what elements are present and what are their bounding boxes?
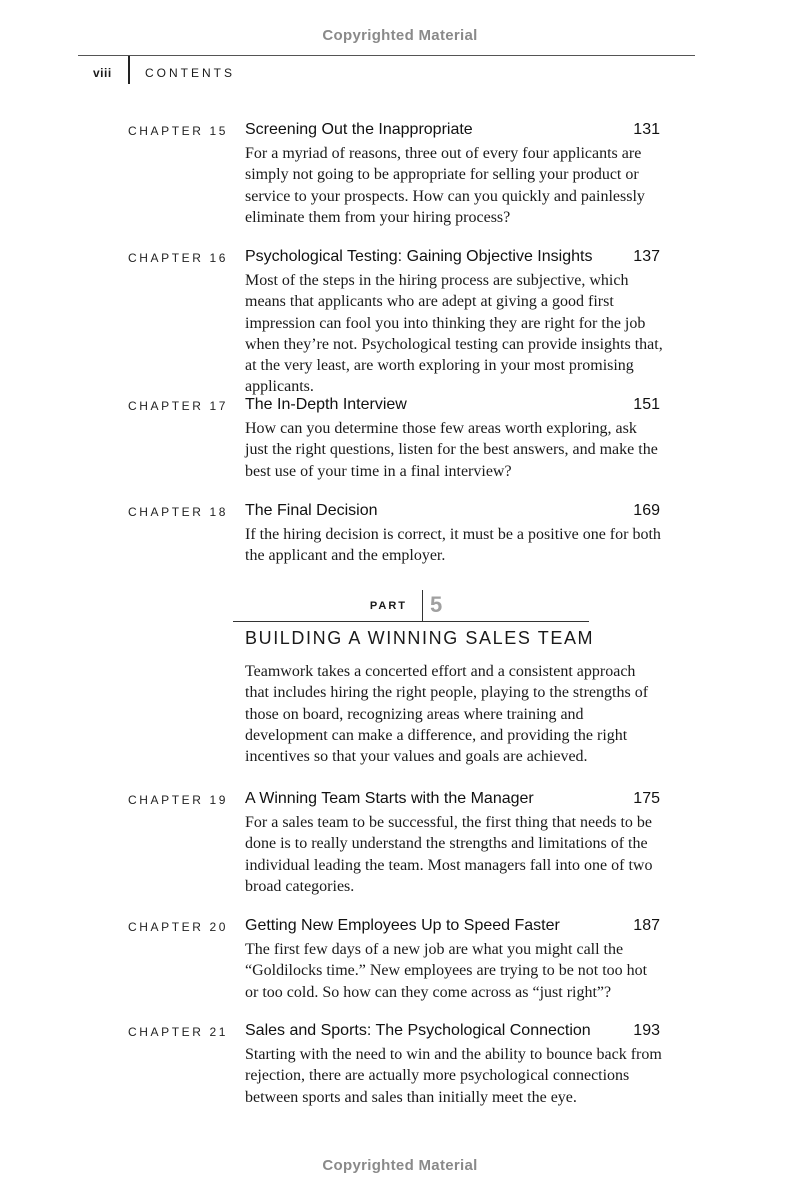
chapter-label: CHAPTER 16 — [128, 251, 229, 265]
running-head: CONTENTS — [145, 66, 235, 80]
chapter-page-number: 175 — [633, 790, 660, 807]
chapter-label: CHAPTER 20 — [128, 920, 229, 934]
chapter-label: CHAPTER 17 — [128, 399, 229, 413]
chapter-description: How can you determine those few areas worth exploring, ask just the right questions, listen for the best answers, and make the best use of your time in a final interview? — [245, 420, 658, 480]
chapter-label: CHAPTER 15 — [128, 124, 229, 138]
chapter-label: CHAPTER 19 — [128, 793, 229, 807]
part-rule — [233, 621, 589, 622]
part-title: BUILDING A WINNING SALES TEAM — [245, 628, 595, 648]
chapter-title: The Final Decision — [245, 502, 378, 519]
watermark-bottom: Copyrighted Material — [322, 1157, 478, 1174]
folio: viii — [93, 66, 112, 80]
chapter-page-number: 151 — [633, 396, 660, 413]
chapter-label: CHAPTER 18 — [128, 505, 229, 519]
part-description: Teamwork takes a concerted effort and a consistent approach that includes hiring the right people, playing to the strengths of those on board, recognizing areas where training and development can make a difference, and providing the right incentives so that your values and goals are achieved. — [245, 663, 649, 766]
chapter-title: Psychological Testing: Gaining Objective Insights — [245, 248, 593, 265]
chapter-page-number: 187 — [633, 917, 660, 934]
chapter-page-number: 131 — [633, 121, 660, 138]
part-divider — [422, 590, 423, 622]
chapter-title: Getting New Employees Up to Speed Faster — [245, 917, 560, 934]
chapter-title: Sales and Sports: The Psychological Connection — [245, 1022, 591, 1039]
chapter-description: The first few days of a new job are what you might call the “Goldilocks time.” New employees are trying to be not too hot or too cold. So how can they come across as “just right”? — [245, 941, 648, 1001]
chapter-description: Most of the steps in the hiring process are subjective, which means that applicants who are adept at giving a good first impression can fool you into thinking they are right for the job when they’re not. Psychological testing can provide insights that, at the very least, are worth exploring in your most promising applicants. — [245, 272, 663, 396]
chapter-description: If the hiring decision is correct, it must be a positive one for both the applicant and the employer. — [245, 526, 661, 565]
chapter-title: The In-Depth Interview — [245, 396, 407, 413]
chapter-title: Screening Out the Inappropriate — [245, 121, 473, 138]
header-rule — [78, 55, 695, 56]
part-number: 5 — [430, 592, 443, 617]
part-label: PART — [369, 600, 407, 612]
watermark-top: Copyrighted Material — [322, 27, 478, 44]
chapter-page-number: 193 — [633, 1022, 660, 1039]
chapter-description: Starting with the need to win and the ability to bounce back from rejection, there are actually more psychological connections between sports and sales than initially meet the eye. — [245, 1046, 662, 1106]
chapter-description: For a sales team to be successful, the first thing that needs to be done is to really understand the strengths and limitations of the individual leading the team. Most managers fall into one of two broad categories. — [245, 814, 653, 895]
chapter-label: CHAPTER 21 — [128, 1025, 229, 1039]
chapter-page-number: 137 — [633, 248, 660, 265]
chapter-page-number: 169 — [633, 502, 660, 519]
part-heading — [233, 590, 589, 622]
chapter-title: A Winning Team Starts with the Manager — [245, 790, 534, 807]
folio-divider — [128, 56, 130, 84]
chapter-description: For a myriad of reasons, three out of every four applicants are simply not going to be appropriate for selling your product or service to your prospects. How can you quickly and painlessly eliminate them from your hiring process? — [245, 145, 645, 226]
